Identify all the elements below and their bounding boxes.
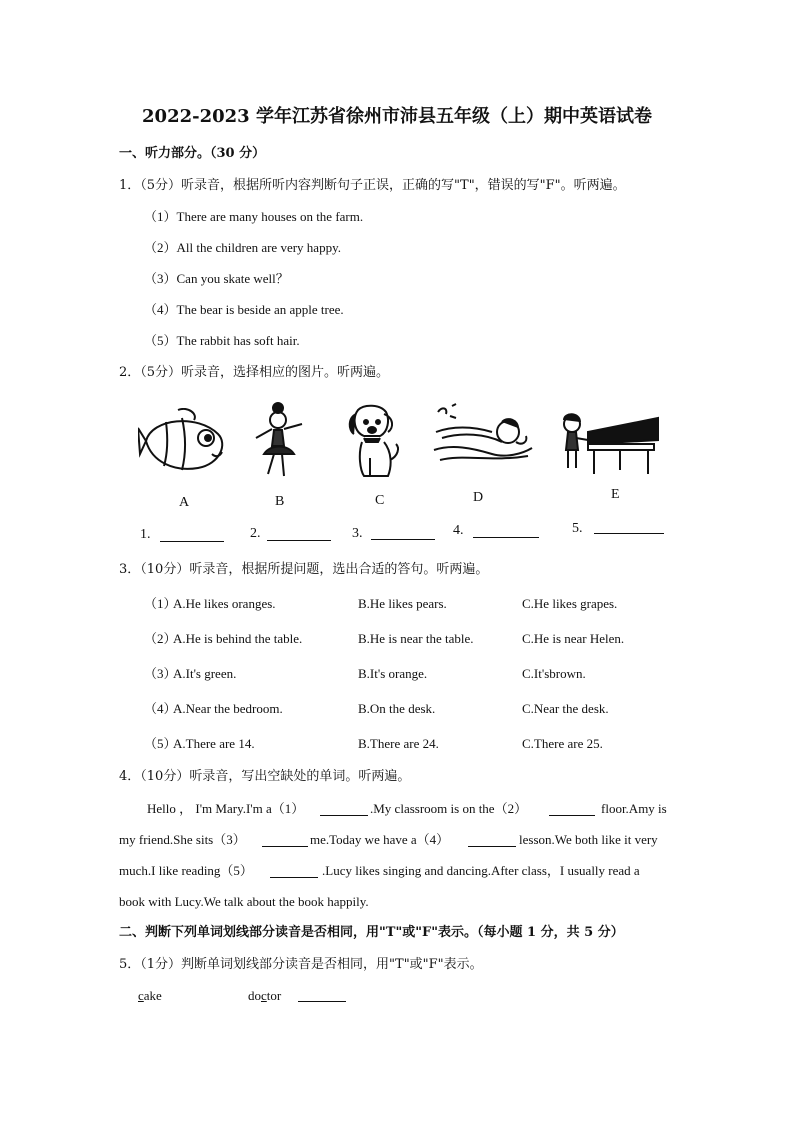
- section2-heading: 二、判断下列单词划线部分读音是否相同，用"T"或"F"表示。（每小题 1 分，共 5 分）: [119, 925, 624, 940]
- passage-text: me.Today we have a（4）: [310, 832, 450, 847]
- dog-icon: [344, 404, 404, 480]
- answer-number: 4.: [453, 523, 464, 538]
- passage-text: floor.Amy is: [601, 801, 667, 816]
- q3-option-b: B.On the desk.: [358, 701, 436, 716]
- answer-number: 5.: [572, 521, 583, 536]
- q3-option-a: A.He is behind the table.: [173, 631, 303, 646]
- answer-number: 3.: [352, 526, 363, 541]
- passage-text: .My classroom is on the（2）: [370, 801, 528, 816]
- q1-item: （5）The rabbit has soft hair.: [144, 333, 300, 348]
- answer-blank[interactable]: [267, 540, 331, 541]
- q3-option-c: C.It'sbrown.: [522, 666, 586, 681]
- q3-option-c: C.Near the desk.: [522, 701, 609, 716]
- picture-label: C: [375, 493, 385, 508]
- q3-option-a: A.Near the bedroom.: [173, 701, 283, 716]
- passage-blank[interactable]: [549, 815, 595, 816]
- q3-option-c: C.He is near Helen.: [522, 631, 625, 646]
- passage-text: lesson.We both like it very: [519, 832, 658, 847]
- word-rest: ake: [143, 988, 162, 1003]
- answer-blank[interactable]: [298, 1001, 346, 1002]
- q3-option-a: A.It's green.: [173, 666, 237, 681]
- q1-item: （3）Can you skate well？: [144, 271, 289, 286]
- passage-text: much.I like reading（5）: [119, 863, 253, 878]
- q3-option-a: A.There are 14.: [173, 736, 255, 751]
- page-title: 2022-2023 学年江苏省徐州市沛县五年级（上）期中英语试卷: [142, 106, 652, 127]
- q3-option-a: A.He likes oranges.: [173, 596, 276, 611]
- picture-label: D: [473, 490, 484, 505]
- ballerina-icon: [254, 402, 310, 480]
- picture-label: A: [179, 495, 190, 510]
- q3-option-b: B.There are 24.: [358, 736, 439, 751]
- passage-text: my friend.She sits（3）: [119, 832, 246, 847]
- q4-stem: 4．（10分）听录音，写出空缺处的单词。听两遍。: [119, 769, 411, 784]
- q3-row-num: （3）: [144, 666, 177, 681]
- q3-row-num: （4）: [144, 701, 177, 716]
- passage-text: book with Lucy.We talk about the book happily.: [119, 894, 369, 909]
- passage-blank[interactable]: [270, 877, 318, 878]
- q3-option-b: B.It's orange.: [358, 666, 428, 681]
- q3-row-num: （5）: [144, 736, 177, 751]
- q3-option-b: B.He is near the table.: [358, 631, 474, 646]
- fish-icon: [138, 408, 230, 474]
- answer-blank[interactable]: [594, 533, 664, 534]
- q1-stem: 1．（5分）听录音，根据所听内容判断句子正误，正确的写"T"，错误的写"F"。听两遍。: [119, 178, 626, 193]
- q1-item: （4）The bear is beside an apple tree.: [144, 302, 344, 317]
- answer-blank[interactable]: [371, 539, 435, 540]
- q2-stem: 2．（5分）听录音，选择相应的图片。听两遍。: [119, 365, 390, 380]
- passage-blank[interactable]: [262, 846, 308, 847]
- underlined-letter: c: [138, 988, 144, 1003]
- q5-stem: 5．（1分）判断单词划线部分读音是否相同，用"T"或"F"表示。: [119, 957, 483, 972]
- answer-blank[interactable]: [473, 537, 539, 538]
- word-cake: [138, 988, 162, 1004]
- q3-option-c: C.He likes grapes.: [522, 596, 618, 611]
- q3-option-b: B.He likes pears.: [358, 596, 447, 611]
- q3-row-num: （1）: [144, 596, 177, 611]
- q3-option-c: C.There are 25.: [522, 736, 603, 751]
- swimmer-icon: [432, 402, 534, 478]
- q3-row-num: （2）: [144, 631, 177, 646]
- underlined-letter: c: [261, 988, 267, 1003]
- picture-label: B: [275, 494, 285, 509]
- word-doctor: [248, 988, 281, 1004]
- answer-number: 1.: [140, 527, 151, 542]
- passage-blank[interactable]: [320, 815, 368, 816]
- answer-number: 2.: [250, 526, 261, 541]
- q3-stem: 3．（10分）听录音，根据所提问题，选出合适的答句。听两遍。: [119, 562, 489, 577]
- q1-item: （2）All the children are very happy.: [144, 240, 341, 255]
- picture-label: E: [611, 487, 620, 502]
- word-rest: tor: [266, 988, 282, 1003]
- piano-girl-icon: [558, 410, 660, 478]
- answer-blank[interactable]: [160, 541, 224, 542]
- section1-heading: 一、听力部分。（30 分）: [119, 146, 266, 161]
- q1-item: （1）There are many houses on the farm.: [144, 209, 364, 224]
- passage-blank[interactable]: [468, 846, 516, 847]
- passage-text: Hello ， I'm Mary.I'm a（1）: [147, 801, 305, 816]
- word-start: do: [248, 988, 261, 1003]
- passage-text: .Lucy likes singing and dancing.After class，I usually read a: [322, 863, 640, 878]
